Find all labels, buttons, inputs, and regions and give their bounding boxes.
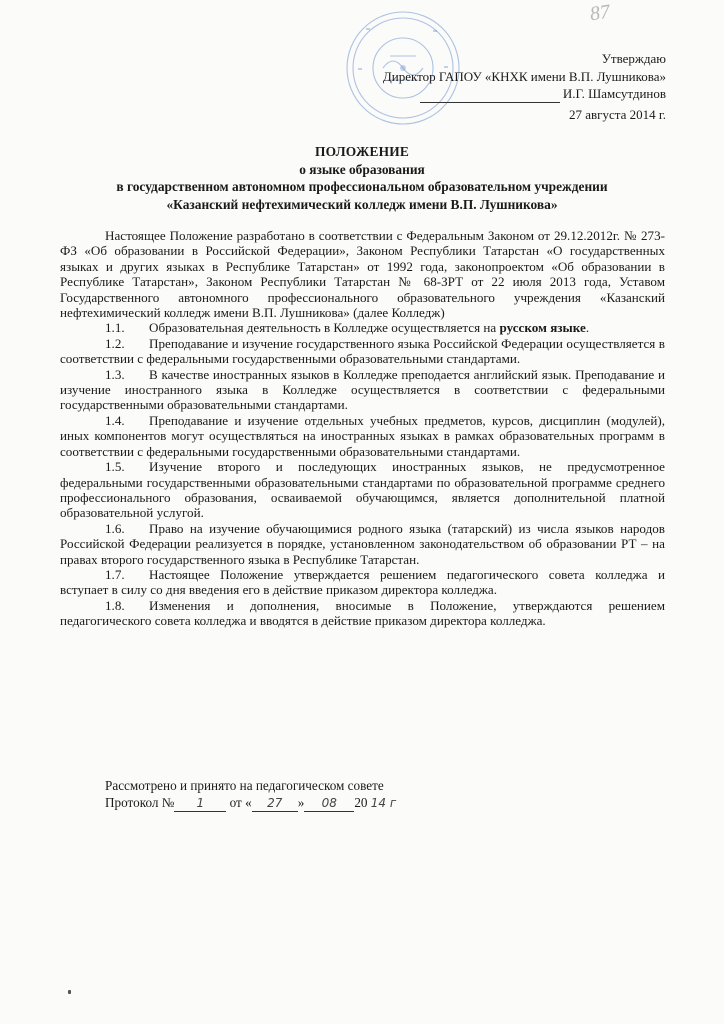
document-heading: ПОЛОЖЕНИЕ	[315, 144, 409, 159]
clause-number: 1.3.	[105, 366, 125, 382]
year-prefix: 20	[354, 795, 368, 810]
clause-1-4	[60, 413, 665, 459]
protocol-label: Протокол №	[105, 795, 175, 810]
document-title-block	[60, 143, 664, 213]
clause-number: 1.2.	[105, 335, 125, 351]
review-block	[105, 777, 505, 812]
approval-position: Директор ГАПОУ «КНХК имени В.П. Лушникова»	[382, 68, 666, 84]
clause-number: 1.5.	[105, 459, 125, 475]
clause-text: В качестве иностранных языков в Колледже преподается английский язык. Преподавание и изучение иностранного языка в Колледже осуществляется в соответствии с федеральными государственными образовательными стандартами.	[60, 366, 665, 413]
quote-close: »	[297, 795, 305, 810]
clause-number: 1.6.	[105, 520, 125, 536]
clause-number: 1.8.	[105, 597, 125, 613]
organization-line-1: в государственном автономном профессиональном образовательном учреждении	[116, 179, 608, 194]
organization-line-2: «Казанский нефтехимический колледж имени В.П. Лушникова»	[166, 196, 558, 212]
approval-date: 27 августа 2014 г.	[569, 106, 666, 122]
clause-1-2	[60, 336, 665, 367]
clause-1-7	[60, 567, 665, 598]
clause-text: Изменения и дополнения, вносимые в Положение, утверждаются решением педагогического совета колледжа и вводятся в действие приказом директора колледжа.	[60, 597, 665, 629]
year-handwritten: 14 г	[370, 796, 397, 810]
clause-bold-text: русском языке	[499, 320, 586, 336]
clause-1-1	[60, 320, 665, 335]
clause-number: 1.4.	[105, 412, 125, 428]
approval-block	[306, 50, 666, 123]
clause-text: Преподавание и изучение государственного языка Российской Федерации осуществляется в соответствии с федеральными государственными образовательными стандартами.	[60, 335, 665, 367]
clause-text: Преподавание и изучение отдельных учебных предметов, курсов, дисциплин (модулей), иных компонентов могут осуществляться на иностранных языках в рамках образовательных программ в соответствии с федеральными государственными образовательными стандартами.	[60, 412, 665, 459]
clause-text: Право на изучение обучающимися родного языка (татарский) из числа языков народов Российской Федерации реализуется в порядке, установленном законодательством об образовании РТ – на правах второго государственного языка в Республике Татарстан.	[60, 520, 665, 567]
review-line: Рассмотрено и принято на педагогическом совете	[105, 778, 384, 793]
clause-text-after: .	[585, 320, 590, 336]
document-subject: о языке образования	[299, 161, 425, 177]
clause-1-8	[60, 598, 665, 629]
signature-line	[420, 90, 560, 103]
clause-text: Образовательная деятельность в Колледже осуществляется на	[149, 320, 500, 336]
protocol-number-handwritten: 1	[174, 797, 226, 812]
approval-word: Утверждаю	[601, 51, 666, 66]
clause-1-6	[60, 521, 665, 567]
clause-1-5	[60, 459, 665, 521]
clause-number: 1.7.	[105, 566, 125, 582]
clause-number: 1.1.	[105, 320, 125, 336]
approval-signer: И.Г. Шамсутдинов	[562, 86, 666, 101]
corner-handwritten-mark: 87	[588, 0, 612, 26]
month-handwritten: 08	[304, 797, 354, 812]
protocol-line	[105, 794, 505, 812]
clause-text: Изучение второго и последующих иностранных языков, не предусмотренное федеральными государственными образовательными стандартами по образовательной программе среднего профессионального образования, осваиваемой обучающимся, является дополнительной платной образовательной услугой.	[60, 459, 665, 521]
approval-signer-line	[306, 85, 666, 103]
clause-1-3	[60, 367, 665, 413]
day-handwritten: 27	[252, 797, 298, 812]
scan-speck	[68, 990, 71, 994]
document-body	[60, 228, 665, 629]
from-label: от «	[229, 795, 252, 810]
intro-paragraph: Настоящее Положение разработано в соответствии с Федеральным Законом от 29.12.2012г. № 273-ФЗ «Об образовании в Российской Федерации», Законом Республики Татарстан «О государственных языках и других языках в Республике Татарстан» от 1992 года, законопроектом «Об образовании в Республике Татарстан», Законом Республики Татарстан № 68-ЗРТ от 22 июля 2013 года, Уставом Государственного автономного профессионального образовательного учреждения «Казанский нефтехимический колледж имени В.П. Лушникова» (далее Колледж)	[60, 228, 665, 321]
clause-text: Настоящее Положение утверждается решением педагогического совета колледжа и вступает в силу со дня введения его в действие приказом директора колледжа.	[60, 566, 665, 598]
